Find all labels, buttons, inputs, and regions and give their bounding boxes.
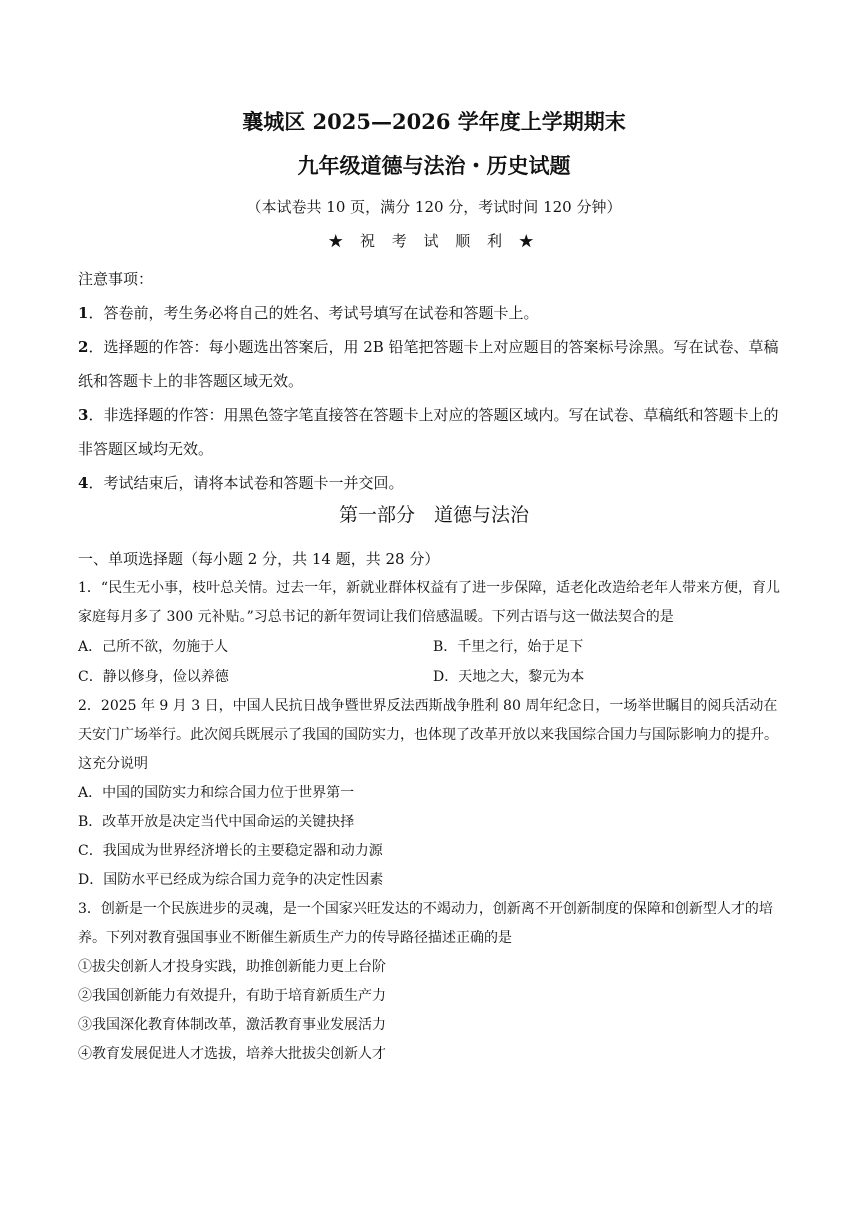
statement-item: ①拔尖创新人才投身实践，助推创新能力更上台阶	[78, 959, 386, 975]
note-text: ．非选择题的作答：用黑色签字笔直接答在答题卡上对应的答题区域内。写在试卷、草稿纸和答题卡上的非答题区域均无效。	[78, 406, 779, 458]
note-number: 1	[78, 304, 89, 322]
option-c: C．我国成为世界经济增长的主要稳定器和动力源	[78, 843, 383, 859]
option-c: C．静以修身，俭以养德	[78, 669, 229, 685]
option-a: A．己所不欲，勿施于人	[78, 639, 229, 655]
note-text: ．选择题的作答：每小题选出答案后，用 2B 铅笔把答题卡上对应题目的答案标号涂黑。写在试卷、草稿纸和答题卡上的非答题区域无效。	[78, 338, 779, 390]
exam-title: 襄城区 2025—2026 学年度上学期期末	[242, 109, 626, 134]
section-heading: 一、单项选择题（每小题 2 分，共 14 题，共 28 分）	[78, 550, 440, 568]
notes-heading: 注意事项：	[78, 270, 154, 288]
note-number: 3	[78, 406, 89, 424]
question-stem: 2．2025 年 9 月 3 日，中国人民抗日战争暨世界反法西斯战争胜利 80 周年纪念日，一场举世瞩目的阅兵活动在天安门广场举行。此次阅兵既展示了我国的国防实力，也体现了改革开放以来我国综合国力与国际影响力的提升。这充分说明	[78, 698, 778, 772]
notes-block	[78, 262, 788, 1069]
option-d: D．天地之大，黎元为本	[433, 669, 585, 685]
exam-info: （本试卷共 10 页，满分 120 分，考试时间 120 分钟）	[246, 198, 622, 216]
statement-item: ④教育发展促进人才选拔，培养大批拔尖创新人才	[78, 1046, 386, 1062]
option-d: D．国防水平已经成为综合国力竞争的决定性因素	[78, 872, 384, 888]
options-row	[78, 632, 788, 662]
options-row	[78, 662, 788, 692]
question-stem: 1．“民生无小事，枝叶总关情。过去一年，新就业群体权益有了进一步保障，适老化改造给老年人带来方便，育儿家庭每月多了 300 元补贴。”习总书记的新年贺词让我们倍感温暖。下列古语与这一做法契合的是	[78, 580, 781, 625]
note-item	[78, 296, 788, 330]
statement-item: ③我国深化教育体制改革，激活教育事业发展活力	[78, 1017, 386, 1033]
note-number: 4	[78, 474, 89, 492]
note-text: ．答卷前，考生务必将自己的姓名、考试号填写在试卷和答题卡上。	[88, 304, 539, 322]
option-b: B．千里之行，始于足下	[433, 639, 584, 655]
note-item	[78, 398, 788, 466]
note-item	[78, 330, 788, 398]
exam-subtitle: 九年级道德与法治・历史试题	[297, 153, 571, 178]
part-title: 第一部分 道德与法治	[338, 504, 529, 526]
option-a: A．中国的国防实力和综合国力位于世界第一	[78, 785, 355, 801]
note-item	[78, 466, 788, 500]
good-luck-line: ★ 祝 考 试 顺 利 ★	[328, 232, 540, 250]
question-stem: 3．创新是一个民族进步的灵魂，是一个国家兴旺发达的不竭动力，创新离不开创新制度的保障和创新型人才的培养。下列对教育强国事业不断催生新质生产力的传导路径描述正确的是	[78, 901, 773, 946]
statement-item: ②我国创新能力有效提升，有助于培育新质生产力	[78, 988, 386, 1004]
note-text: ．考试结束后，请将本试卷和答题卡一并交回。	[88, 474, 404, 492]
option-b: B．改革开放是决定当代中国命运的关键抉择	[78, 814, 355, 830]
note-number: 2	[78, 338, 89, 356]
